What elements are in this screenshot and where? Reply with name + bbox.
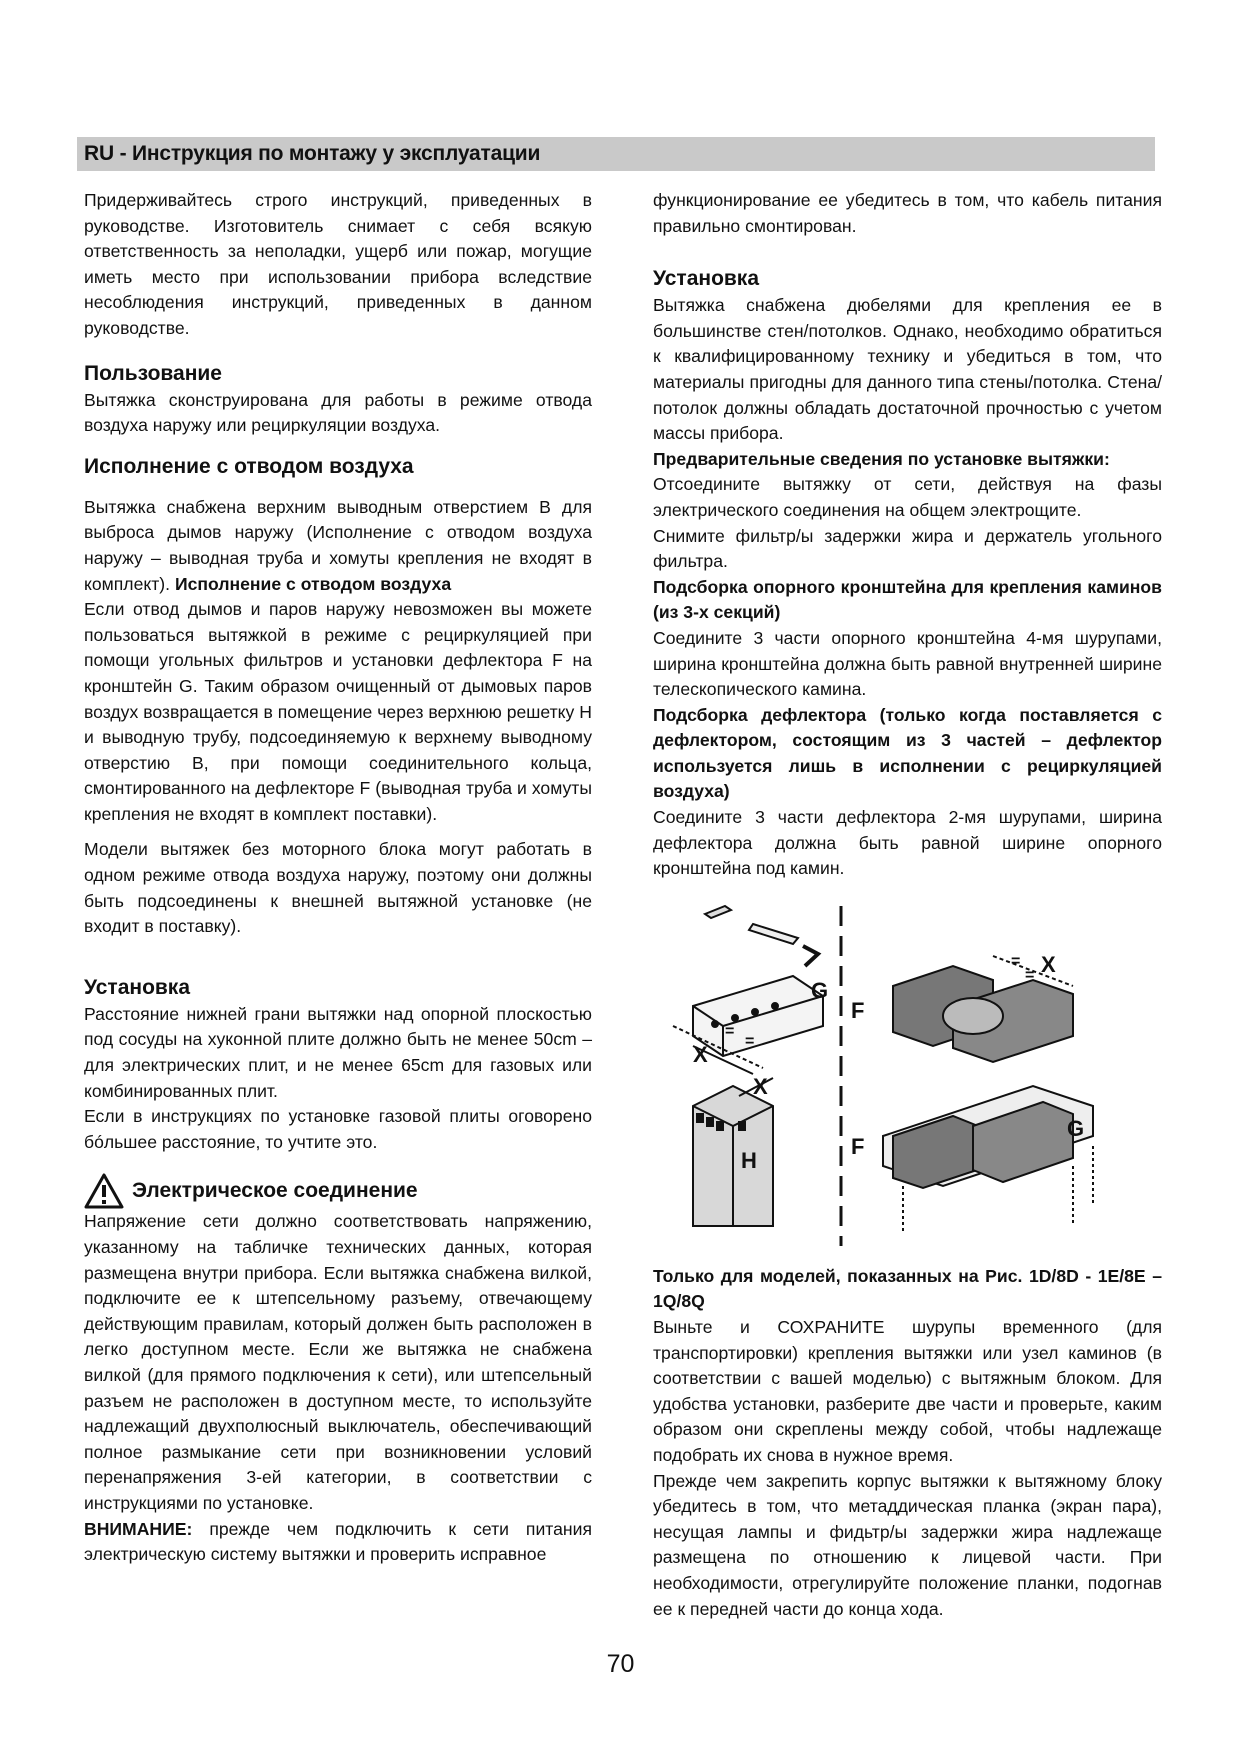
- warning-icon: [84, 1173, 124, 1209]
- label-eq-4: =: [1025, 966, 1035, 984]
- recirculation-paragraph: Если отвод дымов и паров наружу невозможен вы можете пользоваться вытяжкой в режиме с рециркуляцией при помощи угольных фильтров и установки дефлектора F на кронштейн G. Таким образом очищенный от дымовых паров воздух возвращается в помещение через верхнюю решетку H и выводную трубу, подсоединяемую к верхнему выводному отверстию B, при помощи соединительного кольца, смонтированного на дефлекторе F (выводная труба и хомуты крепления не входят в комплект поставки).: [84, 599, 592, 824]
- prelim-paragraph-1: Отсоедините вытяжку от сети, действуя на фазы электрического соединения на общем электрощите.: [653, 474, 1162, 520]
- attention-paragraph: ВНИМАНИЕ: прежде чем подключить к сети питания электрическую систему вытяжки и проверить исправное: [84, 1518, 592, 1565]
- deflector-paragraph: Соедините 3 части дефлектора 2-мя шурупами, ширина дефлектора должна быть равной ширине опорного кронштейна под камин.: [653, 807, 1162, 879]
- install-paragraph: Расстояние нижней грани вытяжки над опорной плоскостью под сосуды на хуконной плите должно быть не менее 50cm – для электрических плит, и не менее 65cm для газовых или комбинированных плит.: [84, 1003, 592, 1101]
- prelim-paragraph-2: Снимите фильтр/ы задержки жира и держатель угольного фильтра.: [653, 525, 1162, 572]
- exhaust-paragraph: Вытяжка снабжена верхним выводным отверстием B для выброса дымов наружу (Исполнение с отводом воздуха наружу – выводная труба и хомуты крепления не входят в комплект). Исполнение с отводом воздуха: [84, 496, 592, 594]
- models-heading: Только для моделей, показанных на Рис. 1D/8D - 1E/8E – 1Q/8Q: [653, 1265, 1162, 1312]
- bracket-paragraph: Соедините 3 части опорного кронштейна 4-мя шурупами, ширина кронштейна должна быть равной внутренней ширине телескопического камина.: [653, 627, 1162, 700]
- label-eq-1: =: [725, 1022, 735, 1040]
- usage-paragraph: Вытяжка сконструирована для работы в режиме отвода воздуха наружу или рециркуляции воздуха.: [84, 389, 592, 436]
- label-f-top: F: [851, 997, 865, 1023]
- electric-paragraph: Напряжение сети должно соответствовать напряжению, указанному на табличке технических данных, которая размещена внутри прибора. Если вытяжка снабжена вилкой, подключите ее к штепсельному разъему, отвечающему действующим правилам, который должен быть расположен в легко доступном месте. Если же вытяжка не снабжена вилкой (для прямого подключения к сети), или штепсельный разъем не расположен в доступном месте, то используйте надлежащий двухполюсный выключатель, обеспечивающий полное размыкание сети при возникновении условий перенапряжения 3-ей категории, в соответствии с инструкциями по установке.: [84, 1211, 592, 1513]
- label-f-bottom: F: [851, 1133, 865, 1159]
- deflector-heading: Подсборка дефлектора (только когда поставляется с дефлектором, состоящим из 3 частей – дефлектор используется лишь в исполнении с рециркуляцией воздуха): [653, 704, 1162, 802]
- installation-figure: [653, 896, 1162, 1256]
- right-column: [653, 188, 1162, 1622]
- usage-heading: Пользование: [84, 361, 222, 385]
- attention-label: ВНИМАНИЕ:: [84, 1518, 193, 1539]
- install-heading-right: Установка: [653, 267, 759, 291]
- install-paragraph-right: Вытяжка снабжена дюбелями для крепления ее в большинстве стен/потолков. Однако, необходимо обратиться к квалифицированному технику и убедиться в том, что материалы пригодны для данного типа стены/потолка. Стена/потолок должны обладать достаточной прочностью с учетом массы прибора.: [653, 295, 1162, 444]
- electric-heading: Электрическое соединение: [132, 1179, 418, 1203]
- models-paragraph-2: Прежде чем закрепить корпус вытяжки к вытяжному блоку убедитесь в том, что метаддическая планка (экран пара), несущая лампы и фидьтр/ы задержки жира надлежаще размещена по отношению к лицевой части. При необходимости, отрегулируйте положение планки, подогнав ее к передней части до конца хода.: [653, 1470, 1162, 1619]
- label-x-bracket: X: [693, 1041, 708, 1067]
- models-paragraph-1: Выньте и СОХРАНИТЕ шурупы временного (для транспортировки) крепления вытяжки или узел каминов (в соответствии с вашей моделью) с вытяжным блоком. Для удобства установки, разберите две части и проверьте, каким образом они скреплены между собой, чтобы надлежаще подобрать их снова в нужное время.: [653, 1317, 1162, 1465]
- exhaust-inline-heading: Исполнение с отводом воздуха: [174, 573, 452, 594]
- label-x-deflector: X: [1041, 951, 1056, 977]
- installation-diagram: [653, 896, 1162, 1256]
- label-eq-3: =: [1011, 952, 1021, 970]
- intro-paragraph: Придерживайтесь строго инструкций, приведенных в руководстве. Изготовитель снимает с себя всякую ответственность за неполадки, ущерб или пожар, могущие иметь место при использовании прибора вследствие несоблюдения инструкций, приведенных в данном руководстве.: [84, 190, 592, 338]
- models-paragraph: Модели вытяжек без моторного блока могут работать в одном режиме отвода воздуха наружу, поэтому они должны быть подсоединены к внешней вытяжной установке (не входит в поставку).: [84, 839, 592, 937]
- install-heading: Установка: [84, 975, 190, 999]
- install-note: Если в инструкциях по установке газовой плиты оговорено бóльшее расстояние, то учтите это.: [84, 1106, 592, 1152]
- section-title: RU - Инструкция по монтажу у эксплуатации: [84, 142, 541, 165]
- electric-heading-row: [84, 1173, 592, 1209]
- exhaust-heading: Исполнение с отводом воздуха: [84, 454, 414, 478]
- page-number: 70: [606, 1650, 635, 1678]
- label-h: H: [741, 1147, 757, 1173]
- label-eq-2: =: [745, 1032, 755, 1050]
- label-x-chimney: X: [753, 1073, 768, 1099]
- continued-paragraph: функционирование ее убедитесь в том, что кабель питания правильно смонтирован.: [653, 190, 1162, 236]
- bracket-heading: Подсборка опорного кронштейна для крепления каминов (из 3-х секций): [653, 576, 1162, 623]
- label-g-top: G: [811, 977, 829, 1003]
- section-header: [77, 137, 1155, 171]
- left-column: [84, 188, 592, 1568]
- prelim-heading: Предварительные сведения по установке вытяжки:: [653, 448, 1110, 469]
- label-g-bottom: G: [1067, 1115, 1085, 1141]
